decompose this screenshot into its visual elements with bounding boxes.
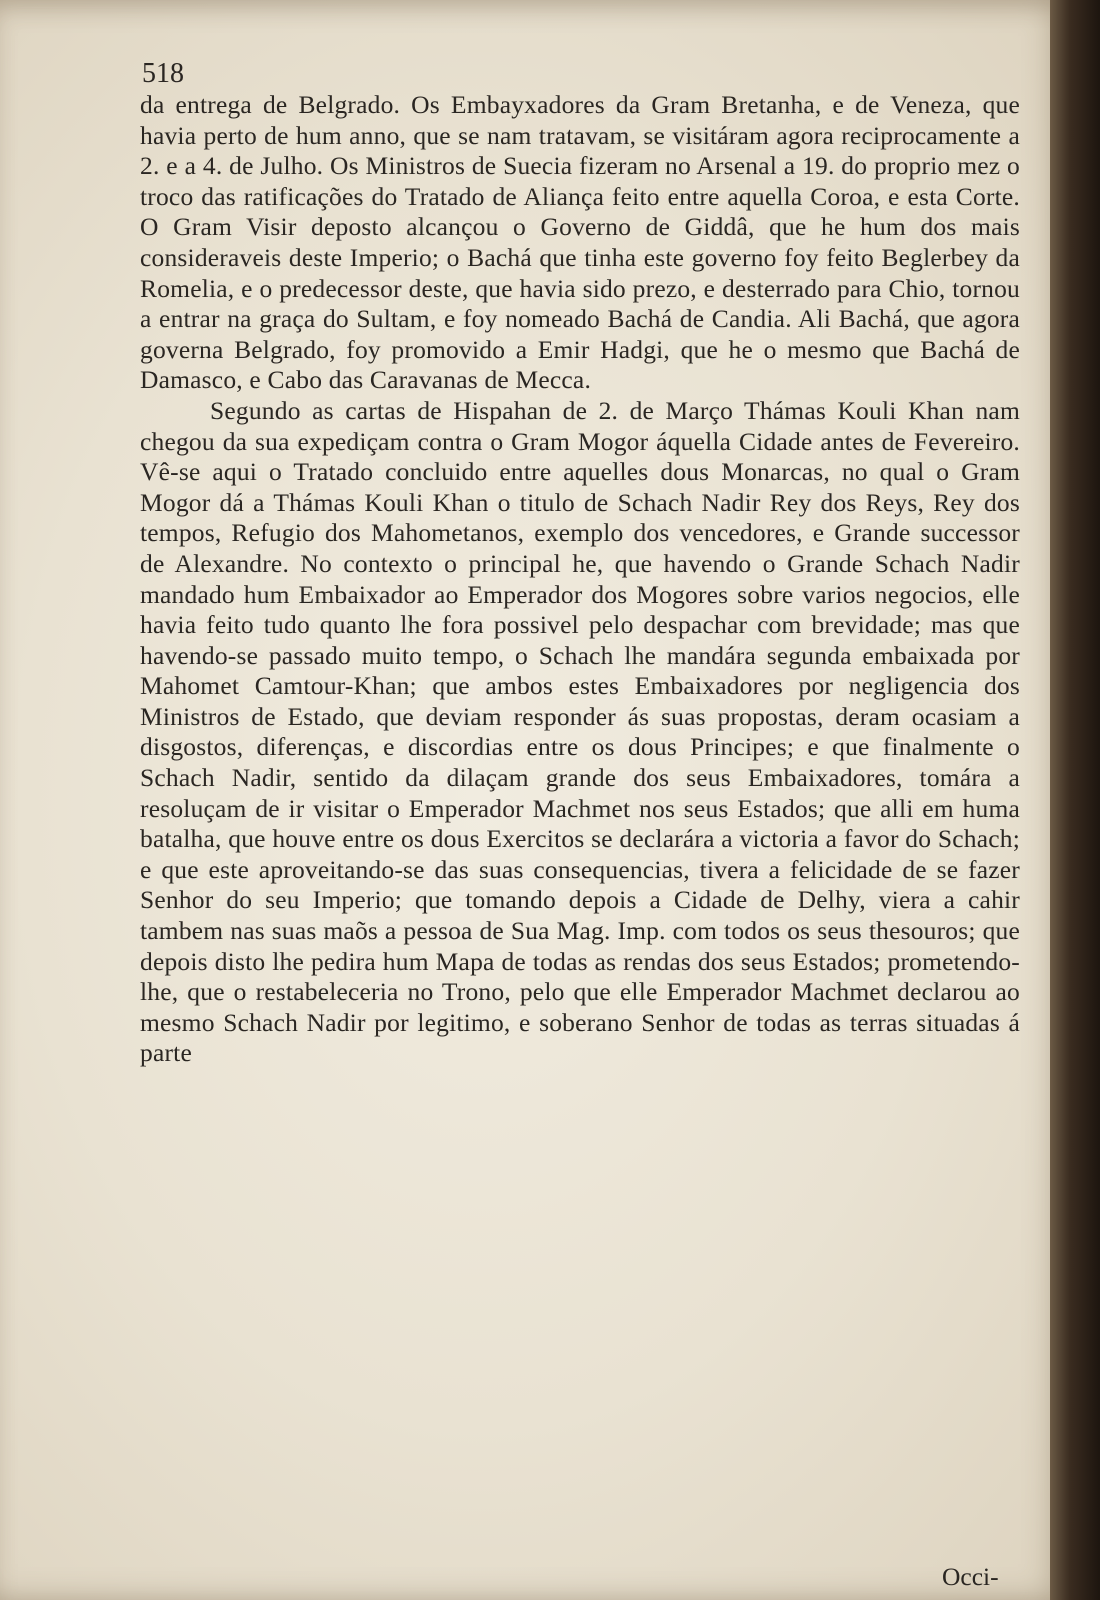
paragraph-1: da entrega de Belgrado. Os Embayxadores da Gram Bretanha, e de Veneza, que havia perto de hum anno, que se nam tratavam, se visitáram agora reciprocamente a 2. e a 4. de Julho. Os Ministros de Suecia fizeram no Arsenal a 19. do proprio mez o troco das ratificações do Tratado de Aliança feito entre aquella Coroa, e esta Corte. O Gram Visir deposto alcançou o Governo de Giddâ, que he hum dos mais consideraveis deste Imperio; o Bachá que tinha este governo foy feito Beglerbey da Romelia, e o predecessor deste, que havia sido prezo, e desterrado para Chio, tornou a entrar na graça do Sultam, e foy nomeado Bachá de Candia. Ali Bachá, que agora governa Belgrado, foy promovido a Emir Hadgi, que he o mesmo que Bachá de Damasco, e Cabo das Caravanas de Mecca. <box>140 90 1020 395</box>
body-text <box>140 90 1020 1069</box>
page-number: 518 <box>142 58 184 89</box>
book-binding-edge <box>1050 0 1100 1600</box>
paragraph-2: Segundo as cartas de Hispahan de 2. de Março Thámas Kouli Khan nam chegou da sua expediçam contra o Gram Mogor áquella Cidade antes de Fevereiro. Vê-se aqui o Tratado concluido entre aquelles dous Monarcas, no qual o Gram Mogor dá a Thámas Kouli Khan o titulo de Schach Nadir Rey dos Reys, Rey dos tempos, Refugio dos Mahometanos, exemplo dos vencedores, e Grande successor de Alexandre. No contexto o principal he, que havendo o Grande Schach Nadir mandado hum Embaixador ao Emperador dos Mogores sobre varios negocios, elle havia feito tudo quanto lhe fora possivel pelo despachar com brevidade; mas que havendo-se passado muito tempo, o Schach lhe mandára segunda embaixada por Mahomet Camtour-Khan; que ambos estes Embaixadores por negligencia dos Ministros de Estado, que deviam responder ás suas propostas, deram ocasiam a disgostos, diferenças, e discordias entre os dous Principes; e que finalmente o Schach Nadir, sentido da dilaçam grande dos seus Embaixadores, tomára a resoluçam de ir visitar o Emperador Machmet nos seus Estados; que alli em huma batalha, que houve entre os dous Exercitos se declarára a victoria a favor do Schach; e que este aproveitando-se das suas consequencias, tivera a felicidade de se fazer Senhor do seu Imperio; que tomando depois a Cidade de Delhy, viera a cahir tambem nas suas maõs a pessoa de Sua Mag. Imp. com todos os seus thesouros; que depois disto lhe pedira hum Mapa de todas as rendas dos seus Estados; prometendo-lhe, que o restabeleceria no Trono, pelo que elle Emperador Machmet declarou ao mesmo Schach Nadir por legitimo, e soberano Senhor de todas as terras situadas á parte <box>140 395 1020 1068</box>
catchword: Occi- <box>942 1562 999 1591</box>
